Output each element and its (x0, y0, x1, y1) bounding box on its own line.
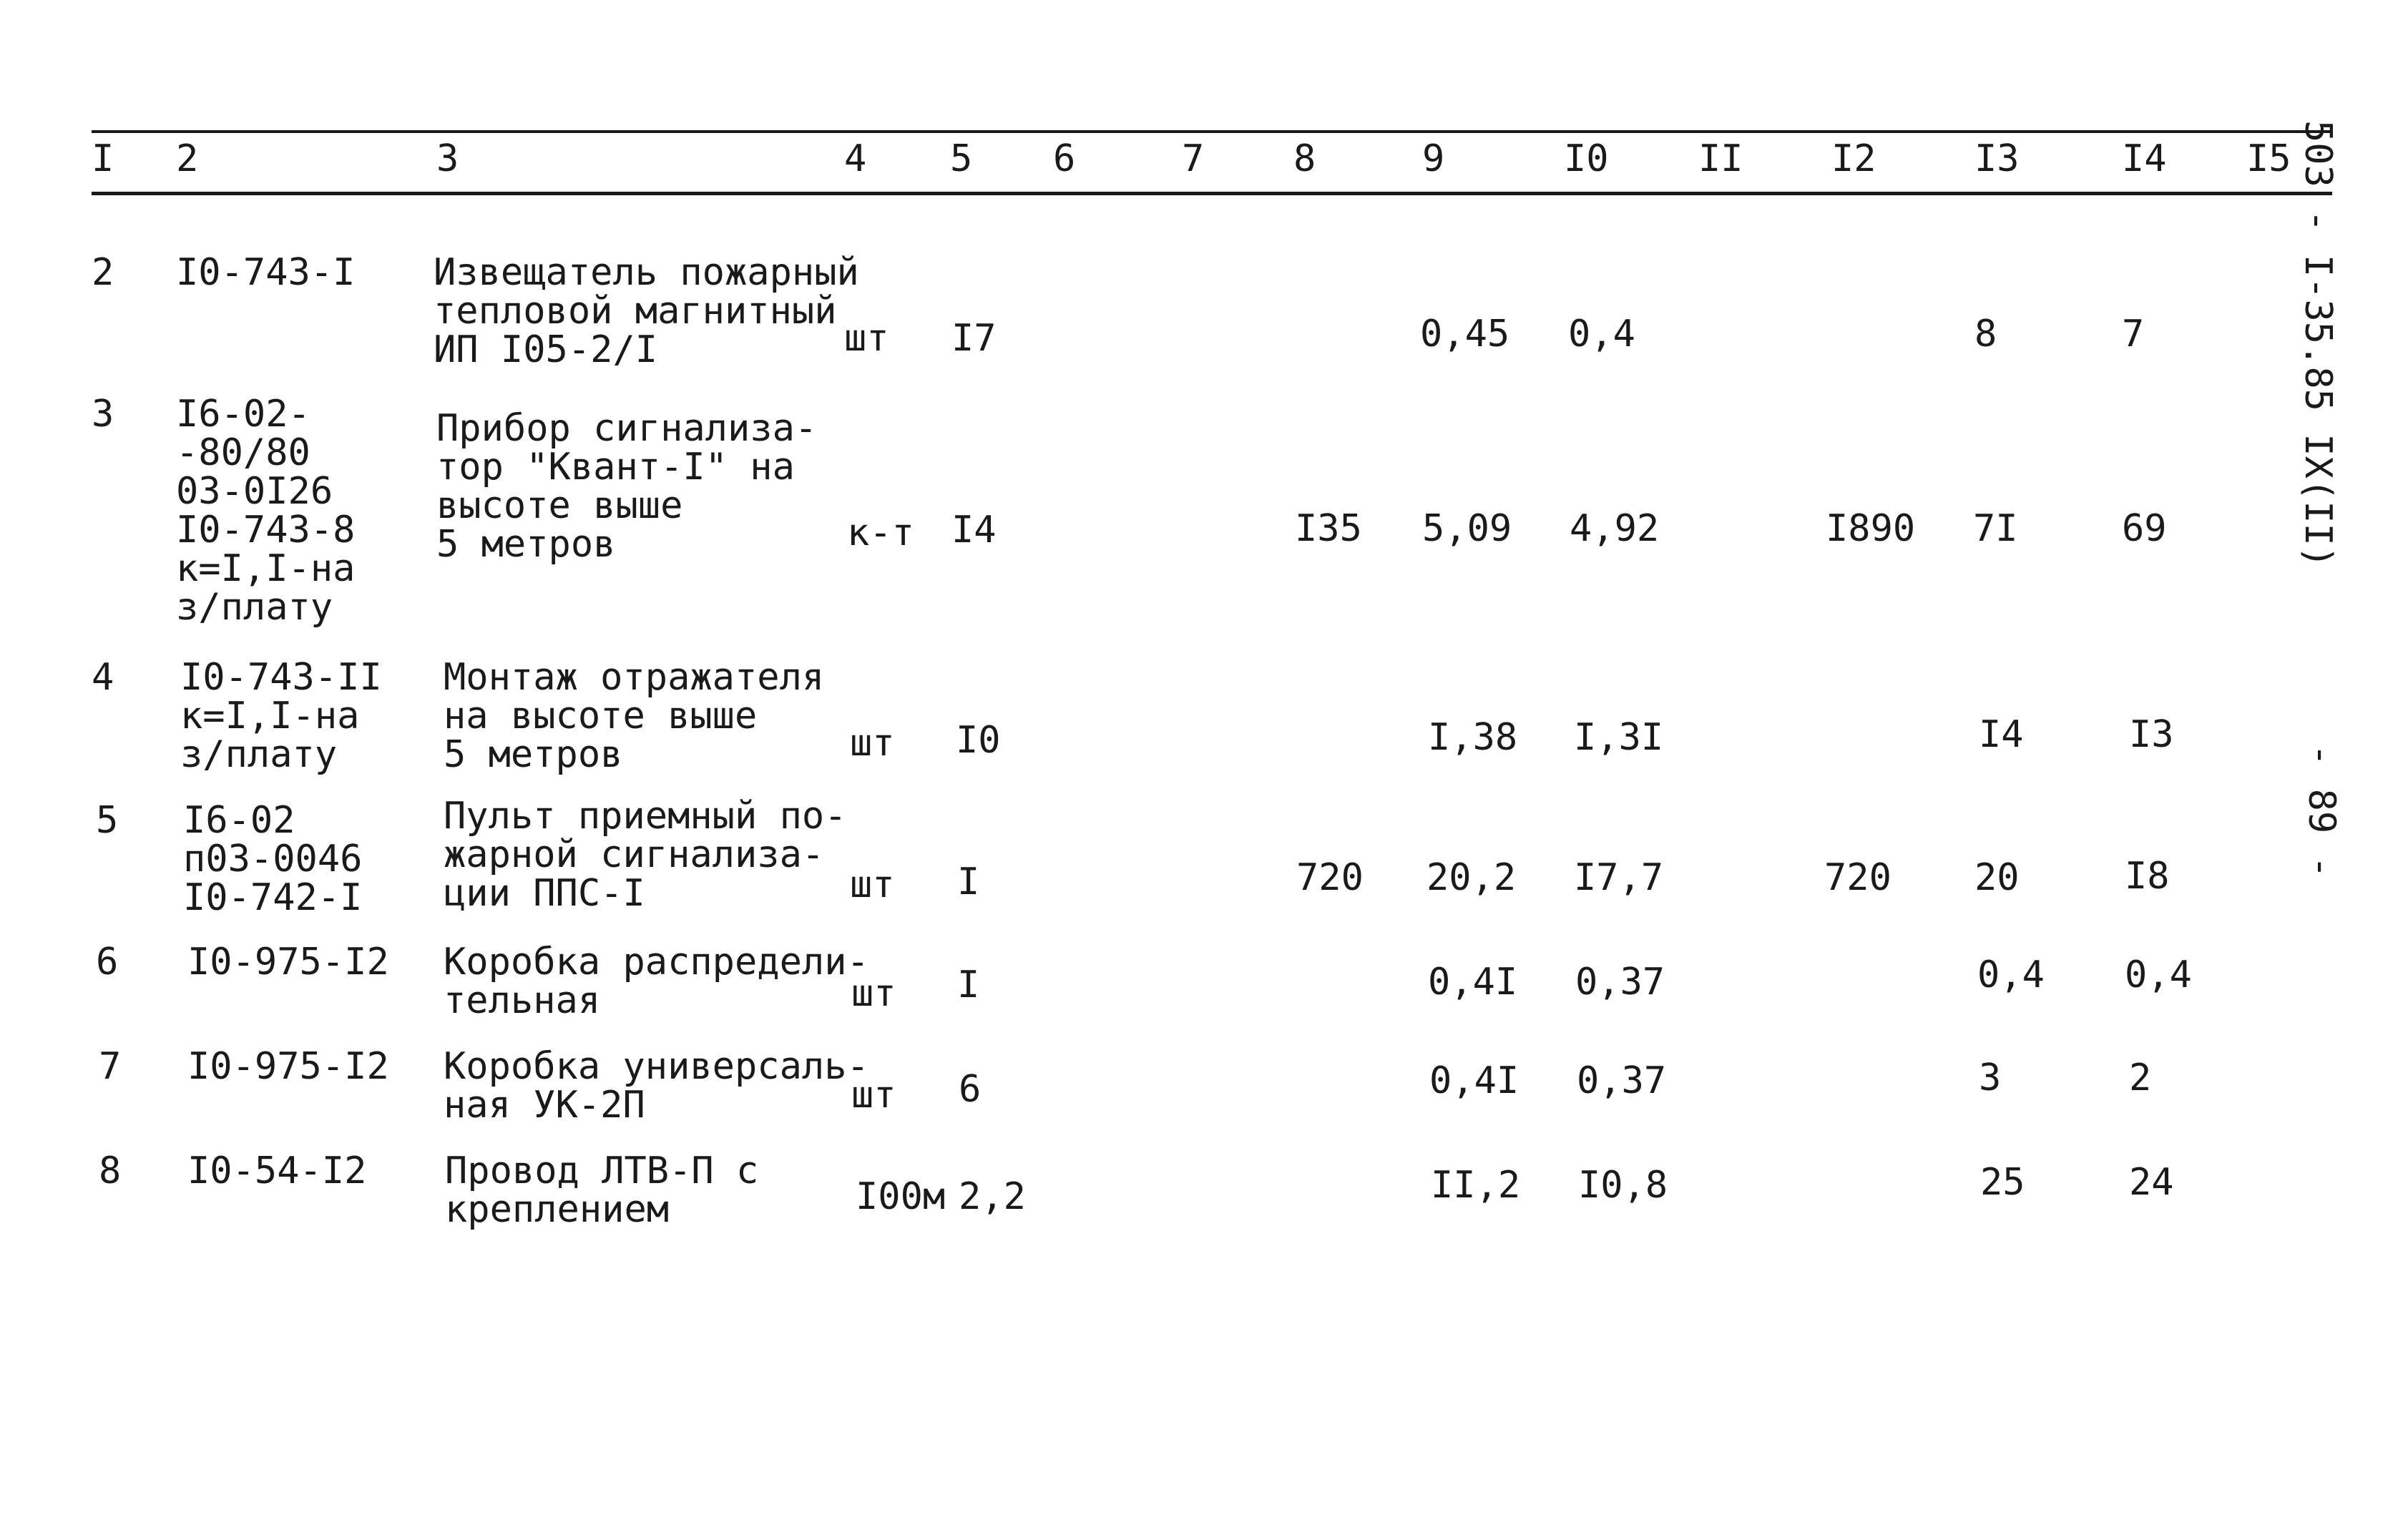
row-2-col9: 0,45 (1420, 313, 1510, 356)
row-5-col10: I7,7 (1574, 856, 1664, 899)
row-8-name: Провод ЛТВ-П с креплением (445, 1149, 759, 1231)
row-5-col8: 720 (1296, 856, 1364, 899)
row-5-unit: шт (850, 863, 895, 906)
row-4-col14: I3 (2129, 713, 2174, 756)
row-4-qty: I0 (956, 719, 1001, 762)
row-2-name: Извещатель пожарный тепловой магнитный ИП I05-2/I (434, 251, 859, 371)
row-6-unit: шт (851, 972, 896, 1015)
row-6-qty: I (957, 964, 980, 1006)
col-header-14: I4 (2122, 137, 2167, 180)
row-2-col13: 8 (1974, 313, 1997, 356)
row-5-code: I6-02 п03-0046 I0-742-I (183, 799, 363, 919)
col-header-3: 3 (436, 137, 459, 180)
row-3-col8: I35 (1295, 507, 1362, 550)
row-5-col9: 20,2 (1426, 856, 1517, 899)
row-3-col13: 7I (1973, 507, 2018, 550)
row-4-code: I0-743-II к=I,I-на з/плату (180, 656, 382, 776)
row-8-col10: I0,8 (1578, 1164, 1668, 1207)
row-6-col14: 0,4 (2125, 953, 2192, 996)
row-6-col13: 0,4 (1977, 953, 2045, 996)
col-header-15: I5 (2246, 137, 2291, 180)
row-4-num: 4 (92, 656, 114, 699)
row-7-col10: 0,37 (1577, 1059, 1667, 1102)
header-bottom-rule (92, 192, 2332, 195)
row-2-num: 2 (92, 251, 114, 294)
row-4-col9: I,38 (1428, 716, 1518, 759)
row-3-code: I6-02- -80/80 03-0I26 I0-743-8 к=I,I-на з/плату (176, 393, 356, 629)
col-header-8: 8 (1293, 137, 1316, 180)
row-8-qty: 2,2 (959, 1175, 1026, 1218)
col-header-4: 4 (844, 137, 867, 180)
col-header-2: 2 (176, 137, 199, 180)
row-5-col14: I8 (2125, 855, 2170, 898)
row-5-qty: I (957, 860, 980, 903)
col-header-1: I (92, 137, 114, 180)
row-8-code: I0-54-I2 (187, 1149, 367, 1192)
row-2-col14: 7 (2122, 313, 2145, 356)
row-6-code: I0-975-I2 (187, 941, 389, 984)
row-6-num: 6 (96, 941, 119, 984)
row-3-num: 3 (92, 393, 114, 436)
row-5-num: 5 (96, 799, 119, 842)
row-4-col13: I4 (1979, 713, 2024, 756)
col-header-7: 7 (1182, 137, 1205, 180)
col-header-11: II (1698, 137, 1743, 180)
row-7-col9: 0,4I (1429, 1059, 1519, 1102)
row-3-name: Прибор сигнализа- тор "Квант-I" на высоте выше 5 метров (436, 407, 818, 566)
col-header-6: 6 (1053, 137, 1076, 180)
row-7-name: Коробка универсаль- ная УК-2П (444, 1045, 869, 1127)
row-3-col9: 5,09 (1422, 507, 1512, 550)
row-4-col10: I,3I (1574, 716, 1664, 759)
col-header-10: I0 (1564, 137, 1609, 180)
row-5-col12: 720 (1824, 856, 1891, 899)
row-5-col13: 20 (1974, 856, 2020, 899)
row-7-code: I0-975-I2 (187, 1045, 389, 1088)
row-7-col14: 2 (2129, 1056, 2152, 1099)
col-header-5: 5 (950, 137, 973, 180)
row-3-col14: 69 (2122, 507, 2167, 550)
row-6-name: Коробка распредели- тельная (444, 941, 869, 1022)
row-7-num: 7 (99, 1045, 122, 1088)
row-7-qty: 6 (959, 1068, 982, 1111)
row-6-col9: 0,4I (1428, 961, 1518, 1004)
page-number: - 89 - (2300, 744, 2343, 878)
row-3-col12: I890 (1826, 507, 1916, 550)
col-header-9: 9 (1422, 137, 1445, 180)
row-3-qty: I4 (951, 509, 997, 551)
row-2-unit: шт (844, 317, 889, 360)
row-5-name: Пульт приемный по- жарной сигнализа- ции ППС-I (444, 795, 847, 915)
row-8-col9: II,2 (1431, 1164, 1521, 1207)
row-2-code: I0-743-I (176, 251, 356, 294)
row-3-unit: к-т (847, 511, 914, 554)
row-8-unit: I00м (856, 1175, 946, 1218)
row-3-col10: 4,92 (1570, 507, 1660, 550)
col-header-12: I2 (1831, 137, 1876, 180)
row-2-col10: 0,4 (1568, 313, 1635, 356)
row-7-col13: 3 (1979, 1056, 2002, 1099)
row-2-qty: I7 (951, 317, 997, 360)
document-code: 503 - I-35.85 IX(II) (2296, 120, 2339, 569)
row-7-unit: шт (851, 1074, 896, 1117)
col-header-13: I3 (1974, 137, 2020, 180)
row-8-col14: 24 (2129, 1161, 2174, 1204)
row-8-col13: 25 (1980, 1161, 2025, 1204)
row-8-num: 8 (99, 1149, 122, 1192)
row-6-col10: 0,37 (1575, 961, 1665, 1004)
row-4-name: Монтаж отражателя на высоте выше 5 метров (444, 656, 825, 776)
row-4-unit: шт (850, 722, 895, 765)
